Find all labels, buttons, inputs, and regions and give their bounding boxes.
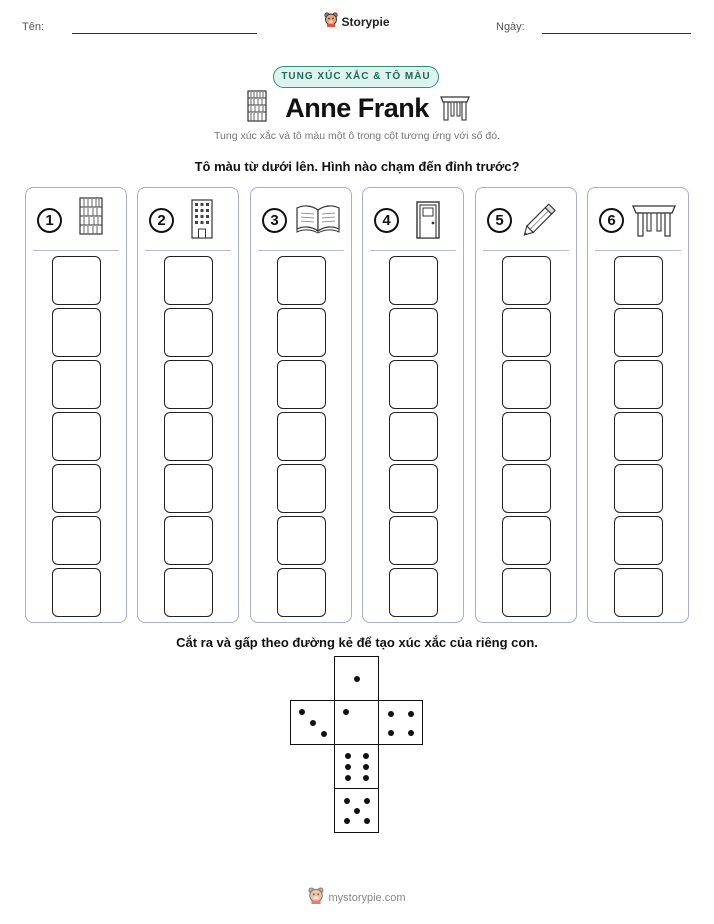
coloring-box[interactable]	[277, 412, 326, 461]
coloring-box[interactable]	[52, 412, 101, 461]
door-icon	[415, 201, 441, 244]
coloring-box[interactable]	[277, 360, 326, 409]
column-divider	[145, 250, 231, 251]
die-face-1	[334, 656, 379, 701]
subtitle: Tung xúc xắc và tô màu một ô trong cột tương ứng với số đó.	[214, 130, 500, 142]
coloring-box[interactable]	[277, 568, 326, 617]
coloring-box[interactable]	[389, 256, 438, 305]
coloring-box[interactable]	[164, 256, 213, 305]
activity-badge: TUNG XÚC XẮC & TÔ MÀU	[273, 66, 439, 88]
column-divider	[33, 250, 119, 251]
column-number: 1	[37, 208, 62, 233]
coloring-box[interactable]	[277, 516, 326, 565]
column-divider	[258, 250, 344, 251]
bear-mascot-icon	[308, 887, 324, 909]
coloring-box[interactable]	[614, 256, 663, 305]
column-divider	[370, 250, 456, 251]
coloring-box[interactable]	[389, 568, 438, 617]
die-face-1	[334, 700, 379, 745]
brand-name: Storypie	[341, 15, 390, 29]
coloring-box[interactable]	[277, 256, 326, 305]
coloring-box[interactable]	[502, 256, 551, 305]
column-number: 2	[149, 208, 174, 233]
die-face-6	[334, 744, 379, 789]
coloring-box[interactable]	[52, 568, 101, 617]
coloring-box[interactable]	[389, 412, 438, 461]
coloring-box[interactable]	[164, 360, 213, 409]
column-number: 6	[599, 208, 624, 233]
instruction: Tô màu từ dưới lên. Hình nào chạm đến đỉnh trước?	[194, 159, 520, 174]
column-3	[250, 187, 352, 623]
coloring-box[interactable]	[277, 308, 326, 357]
coloring-box[interactable]	[164, 568, 213, 617]
brand-logo	[0, 12, 714, 32]
name-line[interactable]	[72, 33, 257, 34]
coloring-box[interactable]	[502, 568, 551, 617]
coloring-box[interactable]	[52, 464, 101, 513]
column-1	[25, 187, 127, 623]
column-divider	[595, 250, 681, 251]
die-face-5	[334, 788, 379, 833]
coloring-box[interactable]	[502, 308, 551, 357]
coloring-box[interactable]	[502, 360, 551, 409]
coloring-box[interactable]	[164, 412, 213, 461]
coloring-box[interactable]	[614, 568, 663, 617]
coloring-box[interactable]	[614, 412, 663, 461]
pencil-icon	[520, 198, 562, 245]
coloring-box[interactable]	[389, 360, 438, 409]
coloring-box[interactable]	[52, 360, 101, 409]
footer	[0, 887, 714, 909]
coloring-box[interactable]	[164, 464, 213, 513]
coloring-box[interactable]	[614, 516, 663, 565]
building-icon	[190, 199, 214, 244]
column-number: 4	[374, 208, 399, 233]
coloring-box[interactable]	[502, 412, 551, 461]
coloring-box[interactable]	[164, 308, 213, 357]
coloring-box[interactable]	[52, 516, 101, 565]
bear-mascot-icon	[324, 12, 338, 32]
column-6	[587, 187, 689, 623]
column-number: 3	[262, 208, 287, 233]
coloring-box[interactable]	[502, 464, 551, 513]
coloring-box[interactable]	[614, 360, 663, 409]
coloring-box[interactable]	[389, 464, 438, 513]
stool-icon	[630, 202, 678, 243]
bookshelf-icon	[78, 197, 104, 240]
coloring-box[interactable]	[52, 308, 101, 357]
die-face-4	[378, 700, 423, 745]
column-number: 5	[487, 208, 512, 233]
column-2	[137, 187, 239, 623]
coloring-box[interactable]	[502, 516, 551, 565]
coloring-box[interactable]	[52, 256, 101, 305]
footer-url: mystorypie.com	[328, 892, 406, 904]
stool-icon	[438, 92, 472, 127]
coloring-box[interactable]	[614, 464, 663, 513]
column-divider	[483, 250, 569, 251]
cut-instruction: Cắt ra và gấp theo đường kẻ để tạo xúc xắc của riêng con.	[176, 635, 538, 650]
column-4	[362, 187, 464, 623]
coloring-box[interactable]	[389, 308, 438, 357]
column-5	[475, 187, 577, 623]
name-label: Tên:	[22, 21, 45, 33]
page-title: Anne Frank	[285, 93, 429, 123]
coloring-box[interactable]	[389, 516, 438, 565]
coloring-box[interactable]	[164, 516, 213, 565]
open-book-icon	[295, 204, 341, 239]
coloring-box[interactable]	[614, 308, 663, 357]
die-face-3	[290, 700, 335, 745]
date-line[interactable]	[542, 33, 691, 34]
date-label: Ngày:	[496, 21, 525, 33]
coloring-box[interactable]	[277, 464, 326, 513]
